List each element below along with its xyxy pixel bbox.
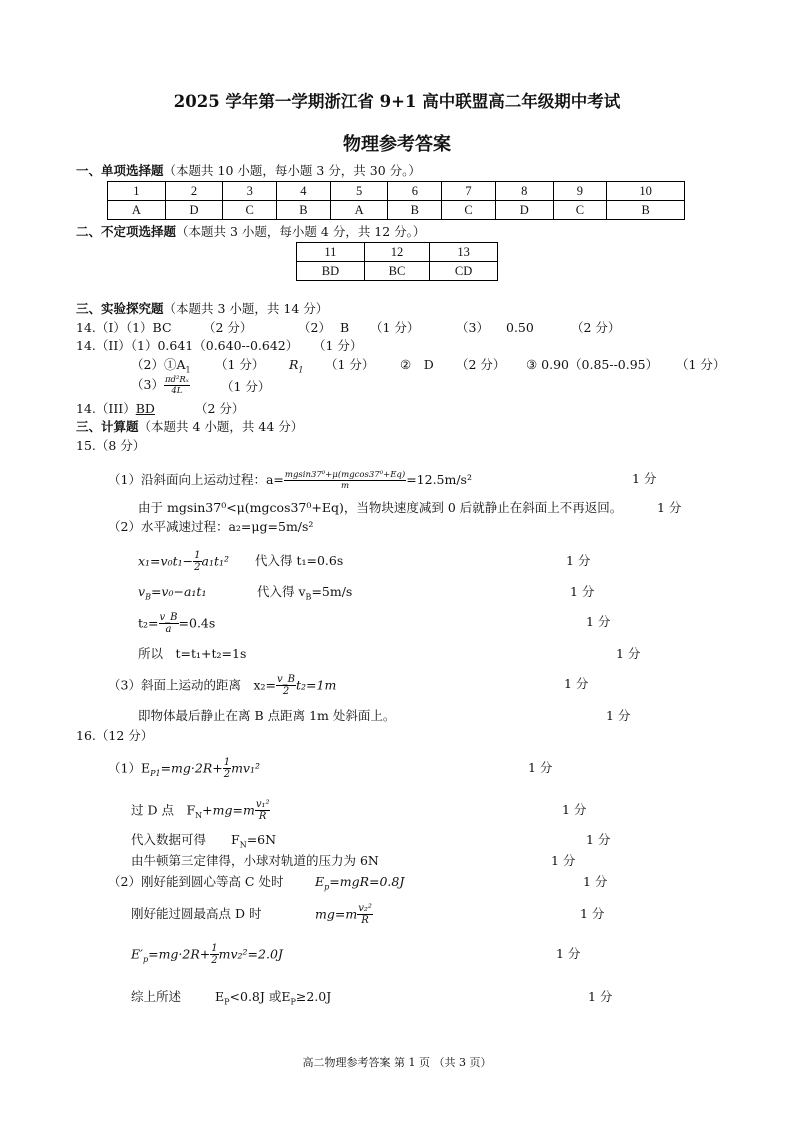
answer-cell-7: C xyxy=(442,201,496,220)
answer-cell-2: BC xyxy=(364,262,429,281)
section1-heading-line xyxy=(76,163,421,179)
answer-cell-10: B xyxy=(607,201,685,220)
q15-total-time: 所以 t=t₁+t₂=1s xyxy=(138,646,247,661)
q14-1-score-3: （2 分） xyxy=(571,320,621,335)
q16-score-5: 1 分 xyxy=(583,874,608,889)
answer-cell-1: A xyxy=(108,201,166,220)
q15-label: 15.（8 分） xyxy=(76,438,146,453)
q14-2-answer-2a: $(2)①A_1$ xyxy=(131,357,191,375)
q15-part3-line: （3）斜面上运动的距离 x₂= $\frac{v\_B}{2}$ t₂=1m xyxy=(108,674,337,697)
q14-2-score-1: （1 分） xyxy=(313,338,363,353)
q16-score-7: 1 分 xyxy=(556,946,581,961)
section2-heading-line xyxy=(76,224,425,240)
q16-normal-force: 代入数据可得 $F_N=6N$ xyxy=(131,832,277,850)
q14-1-score-1: （2 分） xyxy=(203,320,253,335)
q14-1-answer-3: 0.50 xyxy=(506,320,534,335)
question-number-cell-1: 1 xyxy=(108,182,166,201)
question-number-cell-10: 10 xyxy=(607,182,685,201)
answer-cell-1: BD xyxy=(297,262,365,281)
q16-part2-line: （2）刚好能到圆心等高 C 处时 xyxy=(108,874,284,889)
question-number-cell-3: 3 xyxy=(223,182,277,201)
question-number-cell-9: 9 xyxy=(553,182,607,201)
question-number-cell-2: 12 xyxy=(364,243,429,262)
q14-3-label: 14.（III） xyxy=(76,401,136,416)
q15-score-4: 1 分 xyxy=(570,584,595,599)
q16-score-2: 1 分 xyxy=(562,802,587,817)
section1-note: （本题共 10 小题，每小题 3 分，共 30 分。） xyxy=(163,163,421,178)
answer-key-subtitle: 物理参考答案 xyxy=(343,134,451,155)
q16-score-3: 1 分 xyxy=(586,832,611,847)
answer-cell-9: C xyxy=(553,201,607,220)
section3-heading-line xyxy=(76,301,328,317)
q15-score-2: 1 分 xyxy=(657,500,682,515)
q14-3-answer: BD xyxy=(135,401,155,416)
section4-note: （本题共 4 小题，共 44 分） xyxy=(138,419,304,434)
q16-energy-eq: $(1)E_{P1}=mg\cdot 2R+$ $\frac{1}{2}$ mv₁² xyxy=(108,757,261,780)
q14-2-answer-2d: ③ 0.90（0.85--0.95） xyxy=(526,357,659,372)
section2-note: （本题共 3 小题，每小题 4 分，共 12 分。） xyxy=(176,224,426,239)
q15-velocity-eq: $v_B=v_0-a_1t_1$ xyxy=(138,584,207,602)
answer-cell-8: D xyxy=(495,201,553,220)
section4-heading: 三、计算题 xyxy=(76,419,139,434)
answer-cell-6: B xyxy=(388,201,442,220)
q15-conclusion: 即物体最后静止在离 B 点距离 1m 处斜面上。 xyxy=(138,708,396,723)
q14-2-answer-3: （3） $\frac{\text{πd²Rₓ}}{4L}$ xyxy=(131,375,189,396)
question-number-row xyxy=(297,243,498,262)
question-number-cell-7: 7 xyxy=(442,182,496,201)
q15-static-condition: 由于 mgsin37⁰<μ(mgcos37⁰+Eq)，当物块速度减到 0 后就静止在斜面上不再返回。 xyxy=(138,500,623,515)
q15-t2-eq: t₂= $\frac{v\_B}{a}$ =0.4s xyxy=(138,612,216,635)
q14-2-score-3: （1 分） xyxy=(221,379,271,394)
q16-ep-min: $E_p=mgR=0.8J$ xyxy=(315,874,405,892)
q14-1-answer-2: B xyxy=(340,320,350,335)
q16-ep-max-eq: $E'_p=mg\cdot 2R+$ $\frac{1}{2}$ mv₂²=2.0J xyxy=(131,943,283,966)
q15-score-3: 1 分 xyxy=(566,553,591,568)
q16-summary-label: 综上所述 xyxy=(131,989,182,1004)
q14-2-score-2b: （1 分） xyxy=(325,357,375,372)
exam-title: 2025 学年第一学期浙江省 9+1 高中联盟高二年级期中考试 xyxy=(173,92,621,111)
q16-summary-result: $E_P<0.8J$ 或$E_P\ge 2.0J$ xyxy=(215,989,332,1007)
q15-displacement-eq: x₁=v₀t₁− $\frac{1}{2}$ a₁t₁² xyxy=(138,550,230,573)
q16-third-law: 由牛顿第三定律得，小球对轨道的压力为 6N xyxy=(131,853,379,868)
answer-cell-3: C xyxy=(223,201,277,220)
multi-choice-answer-table xyxy=(296,242,498,281)
q14-2-score-2a: （1 分） xyxy=(215,357,265,372)
page-footer: 高二物理参考答案 第 1 页 （共 3 页） xyxy=(302,1056,492,1069)
q16-score-1: 1 分 xyxy=(528,760,553,775)
q15-t1-result: 代入得 t₁=0.6s xyxy=(255,553,344,568)
resistivity-fraction: $\frac{\text{πd²Rₓ}}{4L}$ xyxy=(164,375,189,396)
q16-score-6: 1 分 xyxy=(580,906,605,921)
q14-1-answer: 14.（I）（1）BC xyxy=(76,320,172,335)
answer-row xyxy=(297,262,498,281)
question-number-row xyxy=(108,182,685,201)
q15-score-5: 1 分 xyxy=(586,614,611,629)
q16-score-4: 1 分 xyxy=(551,853,576,868)
answer-cell-3: CD xyxy=(430,262,498,281)
q15-part2-line: （2）水平减速过程：a₂=μg=5m/s² xyxy=(108,519,314,534)
answer-row xyxy=(108,201,685,220)
q15-vb-result: 代入得 $v_B=5m/s$ xyxy=(257,584,353,602)
q14-1-score-2: （1 分） xyxy=(370,320,420,335)
q14-3-score: （2 分） xyxy=(195,401,245,416)
section4-heading-line xyxy=(76,419,303,435)
q14-1-part-3: （3） xyxy=(456,320,489,335)
question-number-cell-5: 5 xyxy=(330,182,388,201)
question-number-cell-6: 6 xyxy=(388,182,442,201)
q15-score-6: 1 分 xyxy=(616,646,641,661)
section2-heading: 二、不定项选择题 xyxy=(76,224,177,239)
q15-score-1: 1 分 xyxy=(632,471,657,486)
q16-point-d-eq: 过 D 点 $F_N+mg=m$ $\frac{\text{v₁²}}{R}$ xyxy=(131,799,270,822)
question-number-cell-4: 4 xyxy=(277,182,331,201)
q14-2-answer-1: 14.（II）（1）0.641（0.640--0.642） xyxy=(76,338,299,353)
section3-note: （本题共 3 小题，共 14 分） xyxy=(163,301,329,316)
question-number-cell-1: 11 xyxy=(297,243,365,262)
single-choice-answer-table xyxy=(107,181,685,220)
answer-cell-2: D xyxy=(165,201,223,220)
q14-2-score-2d: （1 分） xyxy=(676,357,726,372)
question-number-cell-3: 13 xyxy=(430,243,498,262)
answer-cell-5: A xyxy=(330,201,388,220)
q14-2-score-2c: （2 分） xyxy=(456,357,506,372)
section1-heading: 一、单项选择题 xyxy=(76,163,164,178)
q15-part1-line: （1）沿斜面向上运动过程：a= $\frac{\text{mgsin37⁰+μ(mgcos37⁰+Eq)}}{m}$ =12.5m/s² xyxy=(108,470,472,491)
q14-1-part-2: （2） xyxy=(298,320,331,335)
answer-cell-4: B xyxy=(277,201,331,220)
q16-top-point-line: 刚好能过圆最高点 D 时 xyxy=(131,906,262,921)
question-number-cell-2: 2 xyxy=(165,182,223,201)
q15-score-8: 1 分 xyxy=(606,708,631,723)
q16-score-8: 1 分 xyxy=(588,989,613,1004)
q14-2-answer-2b: $R_1$ xyxy=(289,357,304,375)
acceleration-fraction: $\frac{\text{mgsin37⁰+μ(mgcos37⁰+Eq)}}{m}$ xyxy=(284,470,406,491)
question-number-cell-8: 8 xyxy=(495,182,553,201)
q14-2-answer-2c: ② D xyxy=(400,357,434,372)
q14-3-line xyxy=(76,401,155,417)
q16-label: 16.（12 分） xyxy=(76,728,154,743)
section3-heading: 三、实验探究题 xyxy=(76,301,164,316)
q16-top-point-eq: mg=m $\frac{\text{v₂²}}{R}$ xyxy=(315,903,372,926)
q15-score-7: 1 分 xyxy=(564,676,589,691)
